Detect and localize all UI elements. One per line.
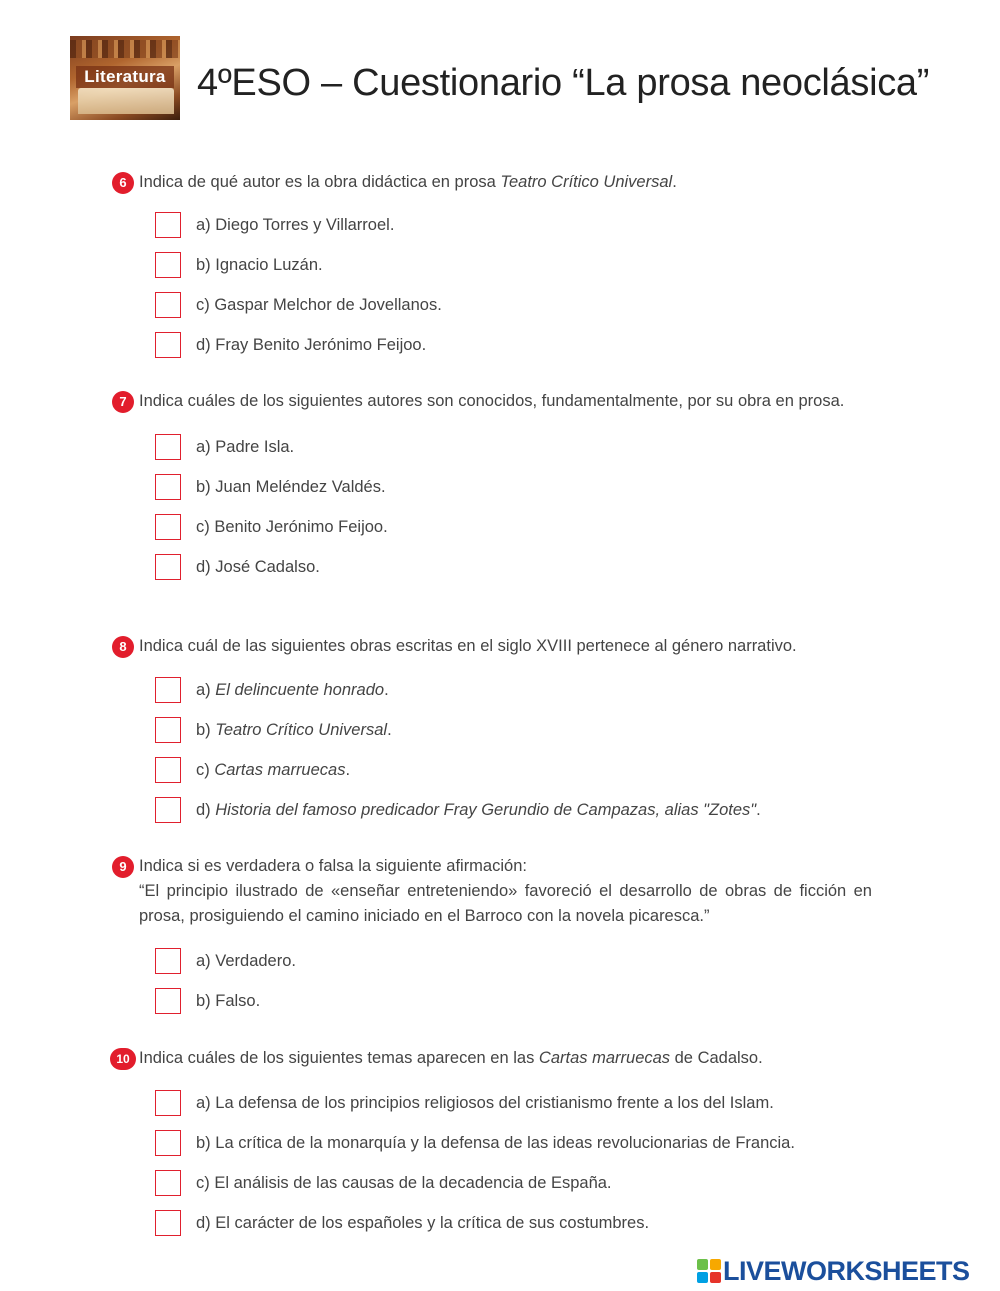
option-label: c) El análisis de las causas de la decadencia de España. — [196, 1173, 612, 1192]
question-number-badge: 8 — [112, 636, 134, 658]
question-quote: “El principio ilustrado de «enseñar entreteniendo» favoreció el desarrollo de obras de ficción en prosa, prosiguiendo el camino iniciado en el Barroco con la novela picaresca.” — [139, 882, 872, 925]
option-d — [155, 1203, 872, 1243]
option-checkbox[interactable] — [155, 988, 181, 1014]
question-number-badge: 6 — [112, 172, 134, 194]
options-list — [155, 427, 872, 587]
option-label: b) Falso. — [196, 991, 261, 1010]
option-label: a) Verdadero. — [196, 951, 296, 970]
option-label: b) Juan Meléndez Valdés. — [196, 477, 386, 496]
question-text: Indica cuáles de los siguientes temas aparecen en las Cartas marruecas de Cadalso. — [139, 1049, 763, 1067]
option-checkbox[interactable] — [155, 292, 181, 318]
logo-label: Literatura — [76, 66, 174, 88]
options-list — [155, 670, 872, 830]
option-checkbox[interactable] — [155, 1170, 181, 1196]
option-label: c) Benito Jerónimo Feijoo. — [196, 517, 388, 536]
question-text: Indica cuáles de los siguientes autores son conocidos, fundamentalmente, por su obra en prosa. — [139, 392, 845, 410]
option-checkbox[interactable] — [155, 514, 181, 540]
question-number-badge: 9 — [112, 856, 134, 878]
option-a — [155, 1083, 872, 1123]
question-7 — [112, 389, 872, 587]
option-label: d) Historia del famoso predicador Fray Gerundio de Campazas, alias "Zotes". — [196, 800, 761, 819]
liveworksheets-icon — [697, 1259, 721, 1283]
option-label: b) Ignacio Luzán. — [196, 255, 323, 274]
option-b — [155, 710, 872, 750]
option-b — [155, 467, 872, 507]
question-6 — [112, 170, 872, 365]
question-number-badge: 10 — [110, 1048, 136, 1070]
option-checkbox[interactable] — [155, 1090, 181, 1116]
option-b — [155, 1123, 872, 1163]
option-a — [155, 205, 872, 245]
brand-text: LIVEWORKSHEETS — [723, 1255, 970, 1286]
question-text: Indica de qué autor es la obra didáctica en prosa Teatro Crítico Universal. — [139, 173, 677, 191]
question-10 — [112, 1046, 872, 1243]
option-label: d) José Cadalso. — [196, 557, 320, 576]
option-label: a) Padre Isla. — [196, 437, 295, 456]
option-label: b) Teatro Crítico Universal. — [196, 720, 392, 739]
option-c — [155, 1163, 872, 1203]
option-label: a) Diego Torres y Villarroel. — [196, 215, 395, 234]
option-c — [155, 507, 872, 547]
option-label: a) La defensa de los principios religiosos del cristianismo frente a los del Islam. — [196, 1093, 774, 1112]
option-label: c) Gaspar Melchor de Jovellanos. — [196, 295, 442, 314]
question-text: Indica si es verdadera o falsa la siguiente afirmación: — [139, 857, 527, 875]
option-label: d) El carácter de los españoles y la crítica de sus costumbres. — [196, 1213, 650, 1232]
option-checkbox[interactable] — [155, 757, 181, 783]
question-header — [112, 389, 872, 414]
option-checkbox[interactable] — [155, 474, 181, 500]
option-c — [155, 285, 872, 325]
question-text: Indica cuál de las siguientes obras escritas en el siglo XVIII pertenece al género narrativo. — [139, 637, 797, 655]
page-title: 4ºESO – Cuestionario “La prosa neoclásica” — [197, 62, 930, 104]
option-b — [155, 245, 872, 285]
option-d — [155, 790, 872, 830]
option-label: c) Cartas marruecas. — [196, 760, 351, 779]
options-list — [155, 941, 872, 1021]
question-9 — [112, 854, 872, 1021]
option-checkbox[interactable] — [155, 677, 181, 703]
option-label: b) La crítica de la monarquía y la defensa de las ideas revolucionarias de Francia. — [196, 1133, 795, 1152]
option-checkbox[interactable] — [155, 252, 181, 278]
option-checkbox[interactable] — [155, 1210, 181, 1236]
question-header — [112, 170, 872, 195]
bookshelf-graphic — [70, 40, 180, 58]
question-header — [112, 634, 872, 659]
option-checkbox[interactable] — [155, 948, 181, 974]
option-d — [155, 325, 872, 365]
option-checkbox[interactable] — [155, 332, 181, 358]
option-d — [155, 547, 872, 587]
option-label: d) Fray Benito Jerónimo Feijoo. — [196, 335, 427, 354]
option-checkbox[interactable] — [155, 554, 181, 580]
question-number-badge: 7 — [112, 391, 134, 413]
option-checkbox[interactable] — [155, 717, 181, 743]
option-a — [155, 427, 872, 467]
option-checkbox[interactable] — [155, 212, 181, 238]
option-checkbox[interactable] — [155, 1130, 181, 1156]
options-list — [155, 1083, 872, 1243]
liveworksheets-brand — [697, 1256, 970, 1286]
option-label: a) El delincuente honrado. — [196, 680, 389, 699]
option-c — [155, 750, 872, 790]
option-a — [155, 670, 872, 710]
literatura-logo — [70, 36, 180, 120]
option-checkbox[interactable] — [155, 434, 181, 460]
option-a — [155, 941, 872, 981]
options-list — [155, 205, 872, 365]
question-header — [112, 1046, 872, 1071]
question-8 — [112, 634, 872, 830]
question-header — [112, 854, 872, 929]
open-book-graphic — [78, 88, 174, 114]
option-b — [155, 981, 872, 1021]
option-checkbox[interactable] — [155, 797, 181, 823]
